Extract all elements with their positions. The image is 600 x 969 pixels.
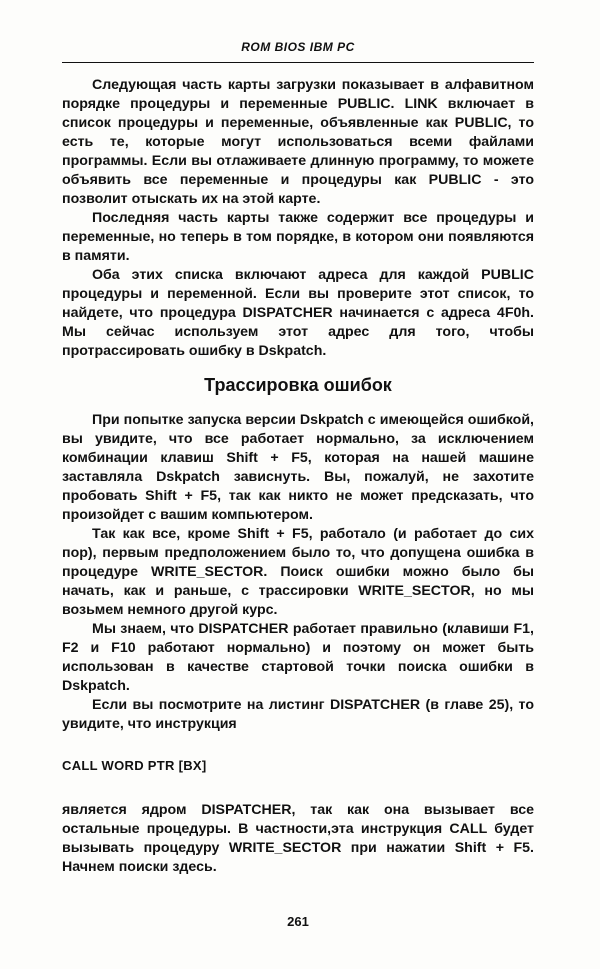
section-heading: Трассировка ошибок [204, 375, 392, 395]
running-head: ROM BIOS IBM PC [241, 40, 355, 54]
page-number: 261 [287, 914, 309, 929]
code-line: CALL WORD PTR [BX] [62, 758, 207, 773]
paragraph: Если вы посмотрите на листинг DISPATCHER (в главе 25), то увидите, что инструкция [62, 697, 534, 732]
paragraph: является ядром DISPATCHER, так как она вызывает все остальные процедуры. В частности,эта инструкция CALL будет вызывать процедуру WRITE_SECTOR при нажатии Shift + F5. Начнем поиски здесь. [62, 802, 534, 875]
paragraph: Так как все, кроме Shift + F5, работало (и работает до сих пор), первым предположением было то, что допущена ошибка в процедуре WRITE_SECTOR. Поиск ошибки можно было бы начать, как и раньше, с трассировки WRITE_SECTOR, но мы возьмем немного другой курс. [62, 526, 534, 618]
page-body [62, 76, 534, 877]
paragraph: Оба этих списка включают адреса для каждой PUBLIC процедуры и переменной. Если вы проверите этот список, то найдете, что процедура DISPATCHER начинается с адреса 4F0h. Мы сейчас используем этот адрес для того, чтобы протрассировать ошибку в Dskpatch. [62, 267, 534, 359]
header-rule [62, 62, 534, 63]
paragraph: При попытке запуска версии Dskpatch с имеющейся ошибкой, вы увидите, что все работает нормально, за исключением комбинации клавиш Shift + F5, которая на нашей машине заставляла Dskpatch зависнуть. Вы, пожалуй, не захотите пробовать Shift + F5, так как никто не может предсказать, что произойдет с вашим компьютером. [62, 412, 534, 523]
paragraph: Следующая часть карты загрузки показывает в алфавитном порядке процедуры и переменные PUBLIC. LINK включает в список процедуры и переменные, объявленные как PUBLIC, то есть те, которые могут использоваться всеми файлами программы. Если вы отлаживаете длинную программу, то можете объявить все переменные и процедуры как PUBLIC - это позволит отыскать их на этой карте. [62, 77, 534, 207]
paragraph: Мы знаем, что DISPATCHER работает правильно (клавиши F1, F2 и F10 работают нормально) и поэтому он может быть использован в качестве стартовой точки поиска ошибки в Dskpatch. [62, 621, 534, 694]
paragraph: Последняя часть карты также содержит все процедуры и переменные, но теперь в том порядке, в котором они появляются в памяти. [62, 210, 534, 264]
